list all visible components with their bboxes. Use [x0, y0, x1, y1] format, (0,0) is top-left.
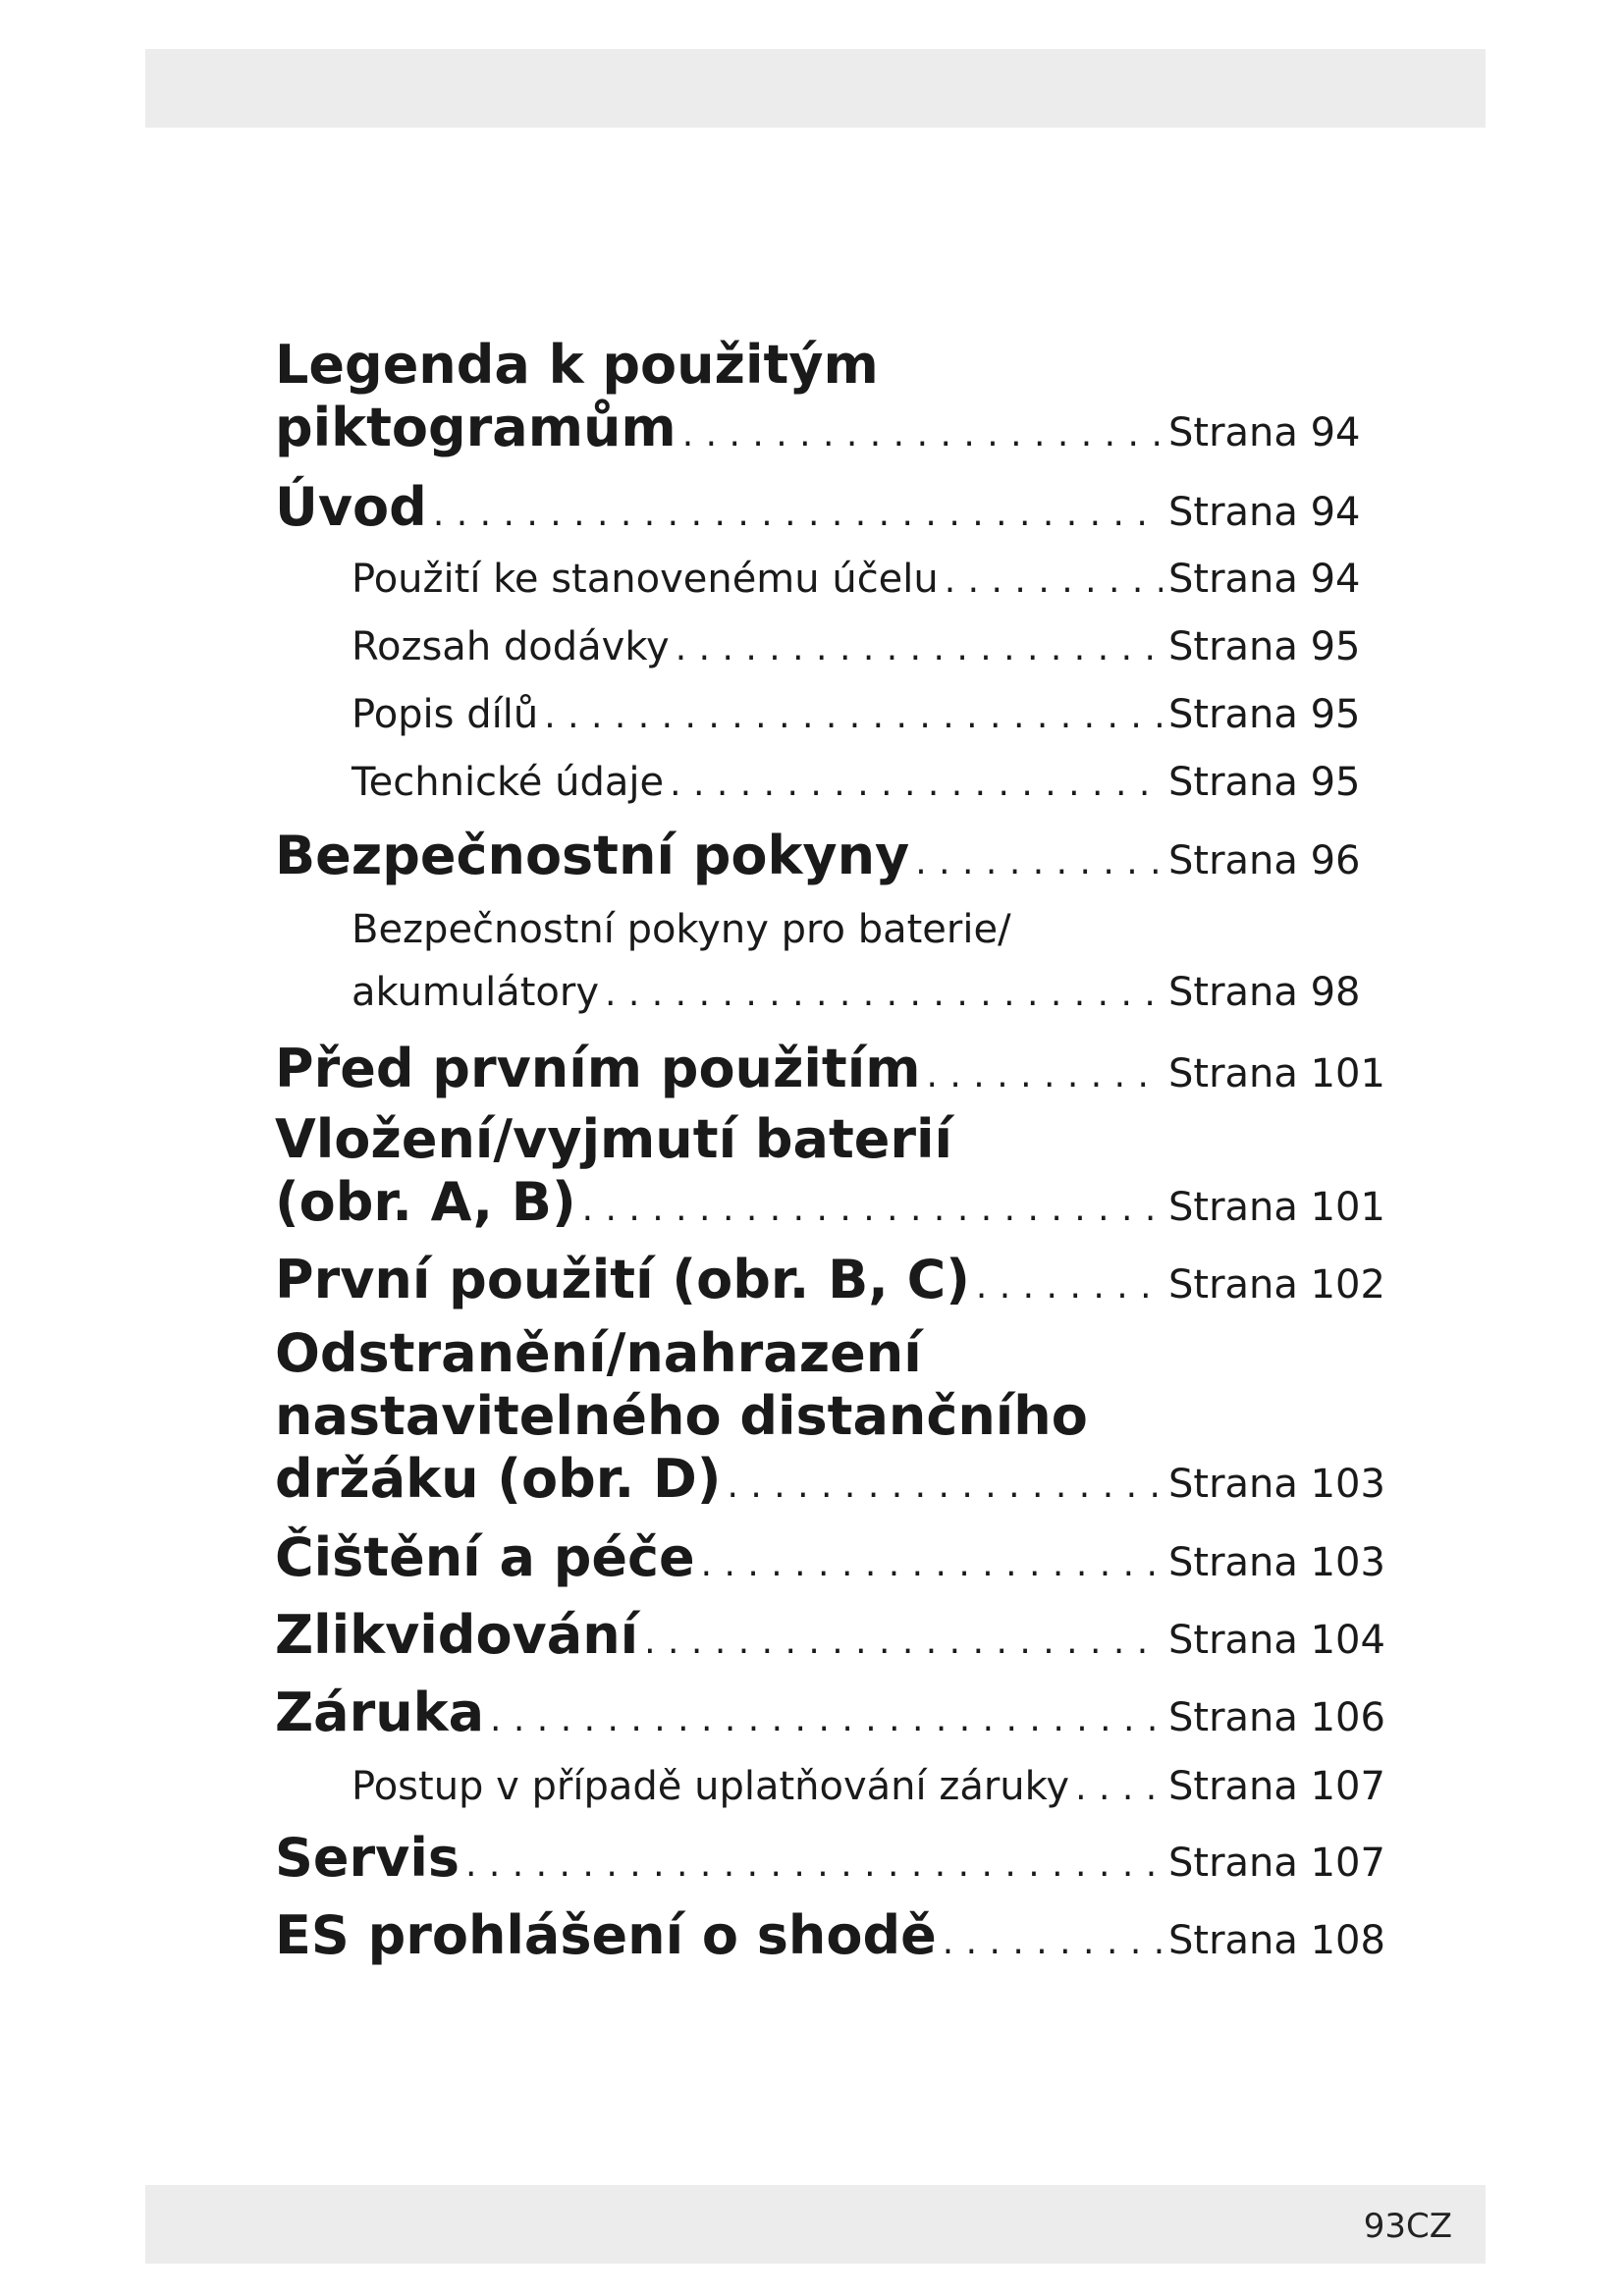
toc-entry [275, 1108, 1414, 1241]
page-number: 93CZ [1363, 2207, 1452, 2246]
leader-dots [670, 753, 1163, 816]
toc-entry-title: Zlikvidování [275, 1604, 639, 1666]
toc-entry-title: Před prvním použitím [275, 1038, 921, 1099]
toc-entry-page: Strana 94 [1168, 557, 1361, 602]
leader-dots [490, 1688, 1163, 1751]
toc-entry-title: Bezpečnostní pokyny [275, 825, 910, 886]
toc-entry-title-line: Bezpečnostní pokyny pro baterie/ [352, 907, 1011, 952]
toc-entry-title: Technické údaje [352, 760, 665, 805]
toc-entry [275, 1827, 1414, 1896]
leader-dots [945, 550, 1163, 613]
toc-entry-page: Strana 101 [1168, 1185, 1385, 1230]
leader-dots [915, 831, 1163, 894]
toc-entry-title: (obr. A, B) [275, 1171, 576, 1233]
footer-band [145, 2185, 1486, 2264]
toc-entry [275, 548, 1414, 613]
toc-entry-title-line: Vložení/vyjmutí baterií [275, 1108, 953, 1170]
toc-entry-page: Strana 103 [1168, 1540, 1385, 1585]
toc-entry-page: Strana 95 [1168, 760, 1361, 805]
toc-entry [275, 1038, 1414, 1107]
toc-entry-page: Strana 106 [1168, 1695, 1385, 1740]
leader-dots [943, 1911, 1163, 1974]
leader-dots [544, 685, 1163, 748]
toc-entry-title: Úvod [275, 476, 427, 538]
leader-dots [1075, 1757, 1163, 1820]
toc-entry-page: Strana 107 [1168, 1841, 1385, 1886]
leader-dots [728, 1455, 1164, 1518]
toc-entry [275, 825, 1414, 894]
toc-entry [275, 1904, 1414, 1974]
toc-entry [275, 683, 1414, 748]
toc-entry-page: Strana 96 [1168, 838, 1361, 883]
toc-entry-title: piktogramům [275, 397, 677, 458]
toc-entry-title: držáku (obr. D) [275, 1448, 722, 1510]
toc-entry [275, 1755, 1414, 1820]
leader-dots [644, 1611, 1163, 1674]
toc-entry-title-line: nastavitelného distančního [275, 1385, 1088, 1447]
leader-dots [676, 617, 1163, 680]
leader-dots [605, 963, 1163, 1026]
toc-entry-page: Strana 102 [1168, 1262, 1385, 1308]
leader-dots [582, 1178, 1163, 1241]
leader-dots [682, 403, 1163, 466]
toc-entry-title-line: Odstranění/nahrazení [275, 1322, 922, 1384]
toc-entry-title: ES prohlášení o shodě [275, 1904, 937, 1966]
toc-entry-title: Postup v případě uplatňování záruky [352, 1764, 1070, 1809]
toc-entry-page: Strana 94 [1168, 490, 1361, 535]
toc-entry-page: Strana 103 [1168, 1462, 1385, 1507]
toc-entry-page: Strana 107 [1168, 1764, 1385, 1809]
toc-entry [275, 1604, 1414, 1674]
leader-dots [433, 483, 1163, 546]
toc-entry-title: akumulátory [352, 970, 600, 1015]
toc-entry [275, 751, 1414, 816]
toc-entry-page: Strana 95 [1168, 692, 1361, 737]
toc-entry-page: Strana 98 [1168, 970, 1361, 1015]
toc-entry-page: Strana 101 [1168, 1051, 1385, 1096]
toc-entry [275, 334, 1414, 466]
leader-dots [701, 1533, 1163, 1596]
leader-dots [927, 1044, 1163, 1107]
toc-entry-page: Strana 94 [1168, 410, 1361, 455]
toc-entry-title: Rozsah dodávky [352, 624, 670, 669]
toc-entry-title-line: Legenda k použitým [275, 334, 879, 396]
leader-dots [976, 1255, 1163, 1318]
toc-entry [275, 1526, 1414, 1596]
toc-entry-title: Použití ke stanovenému účelu [352, 557, 939, 602]
toc-entry-title: Čištění a péče [275, 1526, 695, 1588]
toc-entry-title: Popis dílů [352, 692, 539, 737]
toc-entry-title: Záruka [275, 1682, 485, 1743]
toc-entry [275, 1682, 1414, 1751]
toc-entry [275, 1322, 1414, 1518]
toc-entry [275, 1249, 1414, 1318]
header-band [145, 49, 1486, 128]
toc-entry [275, 476, 1414, 546]
toc-entry-page: Strana 104 [1168, 1618, 1385, 1663]
toc-entry-page: Strana 108 [1168, 1918, 1385, 1963]
toc-entry [275, 615, 1414, 680]
toc-entry-title: První použití (obr. B, C) [275, 1249, 970, 1310]
toc-entry-page: Strana 95 [1168, 624, 1361, 669]
toc-entry-title: Servis [275, 1827, 460, 1889]
toc-entry [275, 898, 1414, 1026]
leader-dots [465, 1834, 1163, 1896]
